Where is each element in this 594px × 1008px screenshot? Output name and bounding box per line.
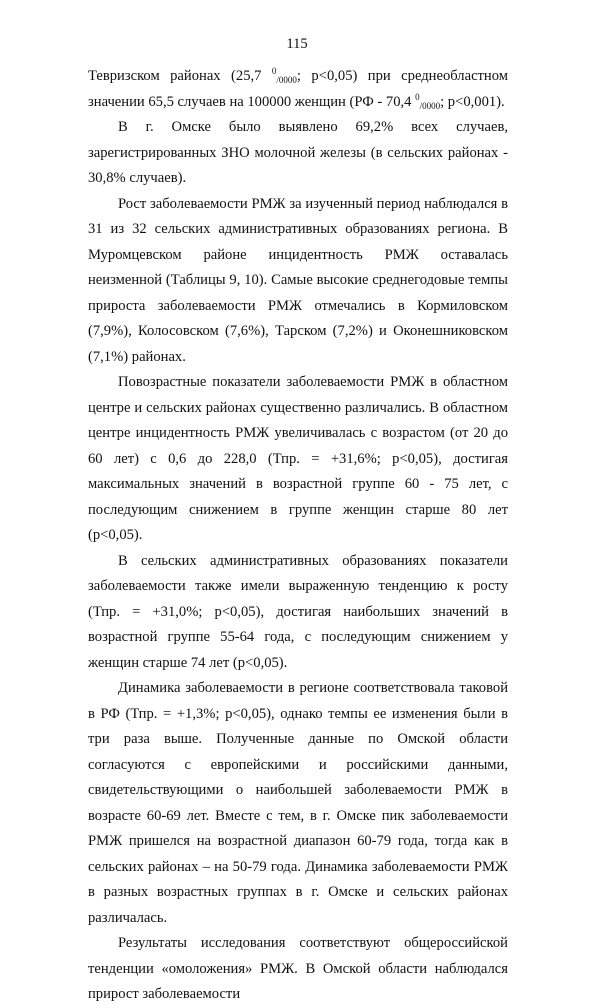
per-mille-sup-2: 0 bbox=[415, 91, 420, 102]
page-number: 115 bbox=[286, 36, 308, 52]
per-mille-sup-1: 0 bbox=[271, 66, 277, 76]
paragraph-1-text-c: ; р<0,001). bbox=[440, 93, 505, 110]
paragraph-4: Повозрастные показатели заболеваемости РМЖ в областном центре и сельских районах существенно различались. В областном центре инцидентность РМЖ увеличивалась с возрастом (от 20 до 60 лет) с 0,6 до 228,0 (Тпр. = +31,6%; р<0,05), достигая максимальных значений в возрастной группе 60 - 75 лет, с последующим снижением в группе женщин старше 80 лет (р<0,05). bbox=[88, 374, 508, 543]
paragraph-3: Рост заболеваемости РМЖ за изученный период наблюдался в 31 из 32 сельских административных образованиях региона. В Муромцевском районе инцидентность РМЖ оставалась неизменной (Таблицы 9, 10). Самые высокие среднегодовые темпы прироста заболеваемости РМЖ отмечались в Кормиловском (7,9%), Колосовском (7,6%), Тарском (7,2%) и Оконешниковском (7,1%) районах. bbox=[88, 195, 508, 365]
document-body bbox=[88, 64, 508, 1008]
per-mille-sub-2: /0000 bbox=[419, 100, 441, 111]
per-mille-sub-1: /0000 bbox=[276, 75, 297, 85]
paragraph-2: В г. Омске было выявлено 69,2% всех случаев, зарегистрированных ЗНО молочной железы (в сельских районах - 30,8% случаев). bbox=[88, 119, 508, 186]
paragraph-1-text-b: ; р<0,05) при среднеобластном значении 65,5 случаев на 100000 женщин (РФ - 70,4 bbox=[88, 68, 508, 110]
paragraph-6: Динамика заболеваемости в регионе соответствовала таковой в РФ (Тпр. = +1,3%; р<0,05), однако темпы ее изменения были в три раза выше. Полученные данные по Омской области согласуются с европейскими и российскими данными, свидетельствующими о наибольшей заболеваемости РМЖ в возрасте 60-69 лет. Вместе с тем, в г. Омске пик заболеваемости РМЖ пришелся на возрастной диапазон 60-79 года, тогда как в сельских районах – на 50-79 года. Динамика заболеваемости РМЖ в разных возрастных группах в г. Омске и сельских районах различалась. bbox=[88, 680, 508, 926]
paragraph-1 bbox=[88, 64, 508, 115]
paragraph-7: Результаты исследования соответствуют общероссийской тенденции «омоложения» РМЖ. В Омской области наблюдался прирост заболеваемости bbox=[88, 935, 508, 1002]
paragraph-5: В сельских административных образованиях показатели заболеваемости также имели выраженную тенденцию к росту (Тпр. = +31,0%; р<0,05), достигая наибольших значений в возрастной группе 55-64 года, с последующим снижением у женщин старше 74 лет (р<0,05). bbox=[88, 552, 508, 671]
paragraph-1-text-a: Тевризском районах (25,7 bbox=[88, 68, 272, 84]
